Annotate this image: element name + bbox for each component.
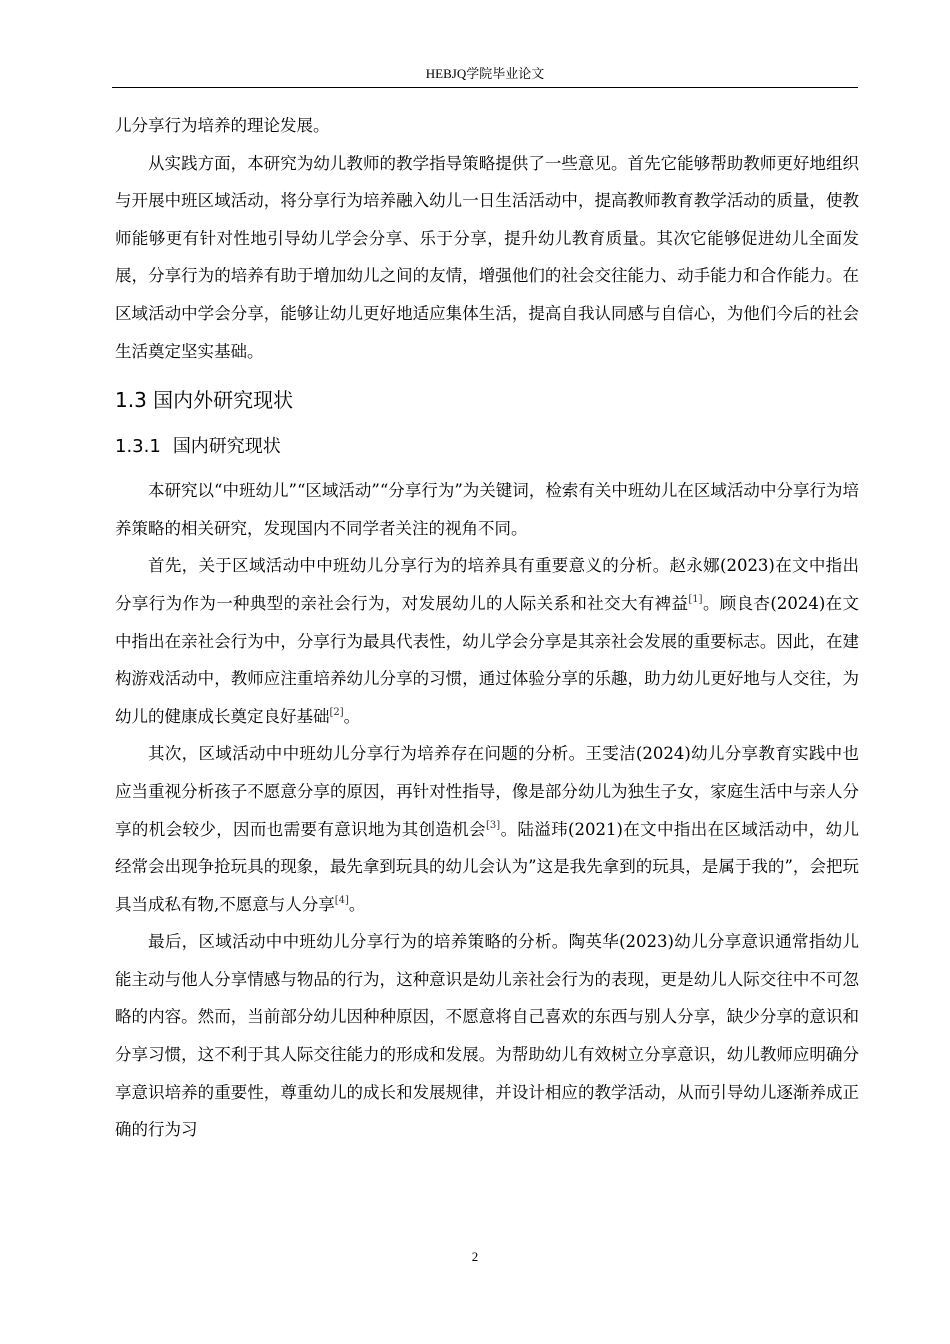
paragraph-keywords: 本研究以“中班幼儿”“区域活动”“分享行为”为关键词，检索有关中班幼儿在区域活动中分享行为培养策略的相关研究，发现国内不同学者关注的视角不同。	[115, 481, 859, 538]
paragraph-text: 。	[348, 894, 366, 914]
paragraph-problems	[115, 735, 859, 923]
paragraph-text: 。	[343, 706, 361, 726]
paragraph-text: 。顾良杏(2024)在文中指出在亲社会行为中，分享行为最具代表性，幼儿学会分享是其亲社会发展的重要标志。因此，在建构游戏活动中，教师应注重培养幼儿分享的习惯，通过体验分享的乐趣，助力幼儿更好地与人交往，为幼儿的健康成长奠定良好基础	[115, 593, 859, 726]
header-rule	[112, 87, 858, 88]
citation-2[interactable]: [2]	[329, 706, 344, 718]
subsection-number: 1.3.1	[115, 436, 161, 458]
paragraph-practice-significance: 从实践方面，本研究为幼儿教师的教学指导策略提供了一些意见。首先它能够帮助教师更好地组织与开展中班区域活动，将分享行为培养融入幼儿一日生活活动中，提高教师教育教学活动的质量，使教师能够更有针对性地引导幼儿学会分享、乐于分享，提升幼儿教育质量。其次它能够促进幼儿全面发展，分享行为的培养有助于增加幼儿之间的友情，增强他们的社会交往能力、动手能力和合作能力。在区域活动中学会分享，能够让幼儿更好地适应集体生活，提高自我认同感与自信心，为他们今后的社会生活奠定坚实基础。	[115, 153, 859, 361]
paragraph-text: 其次，区域活动中中班幼儿分享行为培养存在问题的分析。王雯洁(2024)幼儿分享教育实践中也应当重视分析孩子不愿意分享的原因，再针对性指导，像是部分幼儿为独生子女，家庭生活中与亲人分享的机会较少，因而也需要有意识地为其创造机会	[115, 744, 859, 839]
citation-4[interactable]: [4]	[334, 894, 349, 906]
section-heading: 1.3 国内外研究现状	[115, 388, 294, 413]
page-body	[115, 107, 859, 1149]
citation-3[interactable]: [3]	[486, 819, 501, 831]
citation-1[interactable]: [1]	[688, 593, 703, 605]
paragraph-strategies: 最后，区域活动中中班幼儿分享行为的培养策略的分析。陶英华(2023)幼儿分享意识通常指幼儿能主动与他人分享情感与物品的行为，这种意识是幼儿亲社会行为的表现，更是幼儿人际交往中不可忽略的内容。然而，当前部分幼儿因种种原因，不愿意将自己喜欢的东西与别人分享，缺少分享的意识和分享习惯，这不利于其人际交往能力的形成和发展。为帮助幼儿有效树立分享意识，幼儿教师应明确分享意识培养的重要性，尊重幼儿的成长和发展规律，并设计相应的教学活动，从而引导幼儿逐渐养成正确的行为习	[115, 932, 859, 1140]
paragraph-continuation: 儿分享行为培养的理论发展。	[115, 116, 330, 135]
subsection-title: 国内研究现状	[172, 436, 281, 458]
paragraph-importance	[115, 547, 859, 735]
running-header: HEBJQ学院毕业论文	[425, 66, 545, 81]
subsection-heading	[115, 434, 859, 460]
page-number: 2	[471, 1249, 479, 1264]
paragraph-text: 。陆溢玮(2021)在文中指出在区域活动中，幼儿经常会出现争抢玩具的现象，最先拿到玩具的幼儿会认为”这是我先拿到的玩具，是属于我的”，会把玩具当成私有物,不愿意与人分享	[115, 819, 859, 914]
paragraph-text: 首先，关于区域活动中中班幼儿分享行为的培养具有重要意义的分析。赵永娜(2023)在文中指出分享行为作为一种典型的亲社会行为，对发展幼儿的人际关系和社交大有裨益	[115, 556, 859, 613]
